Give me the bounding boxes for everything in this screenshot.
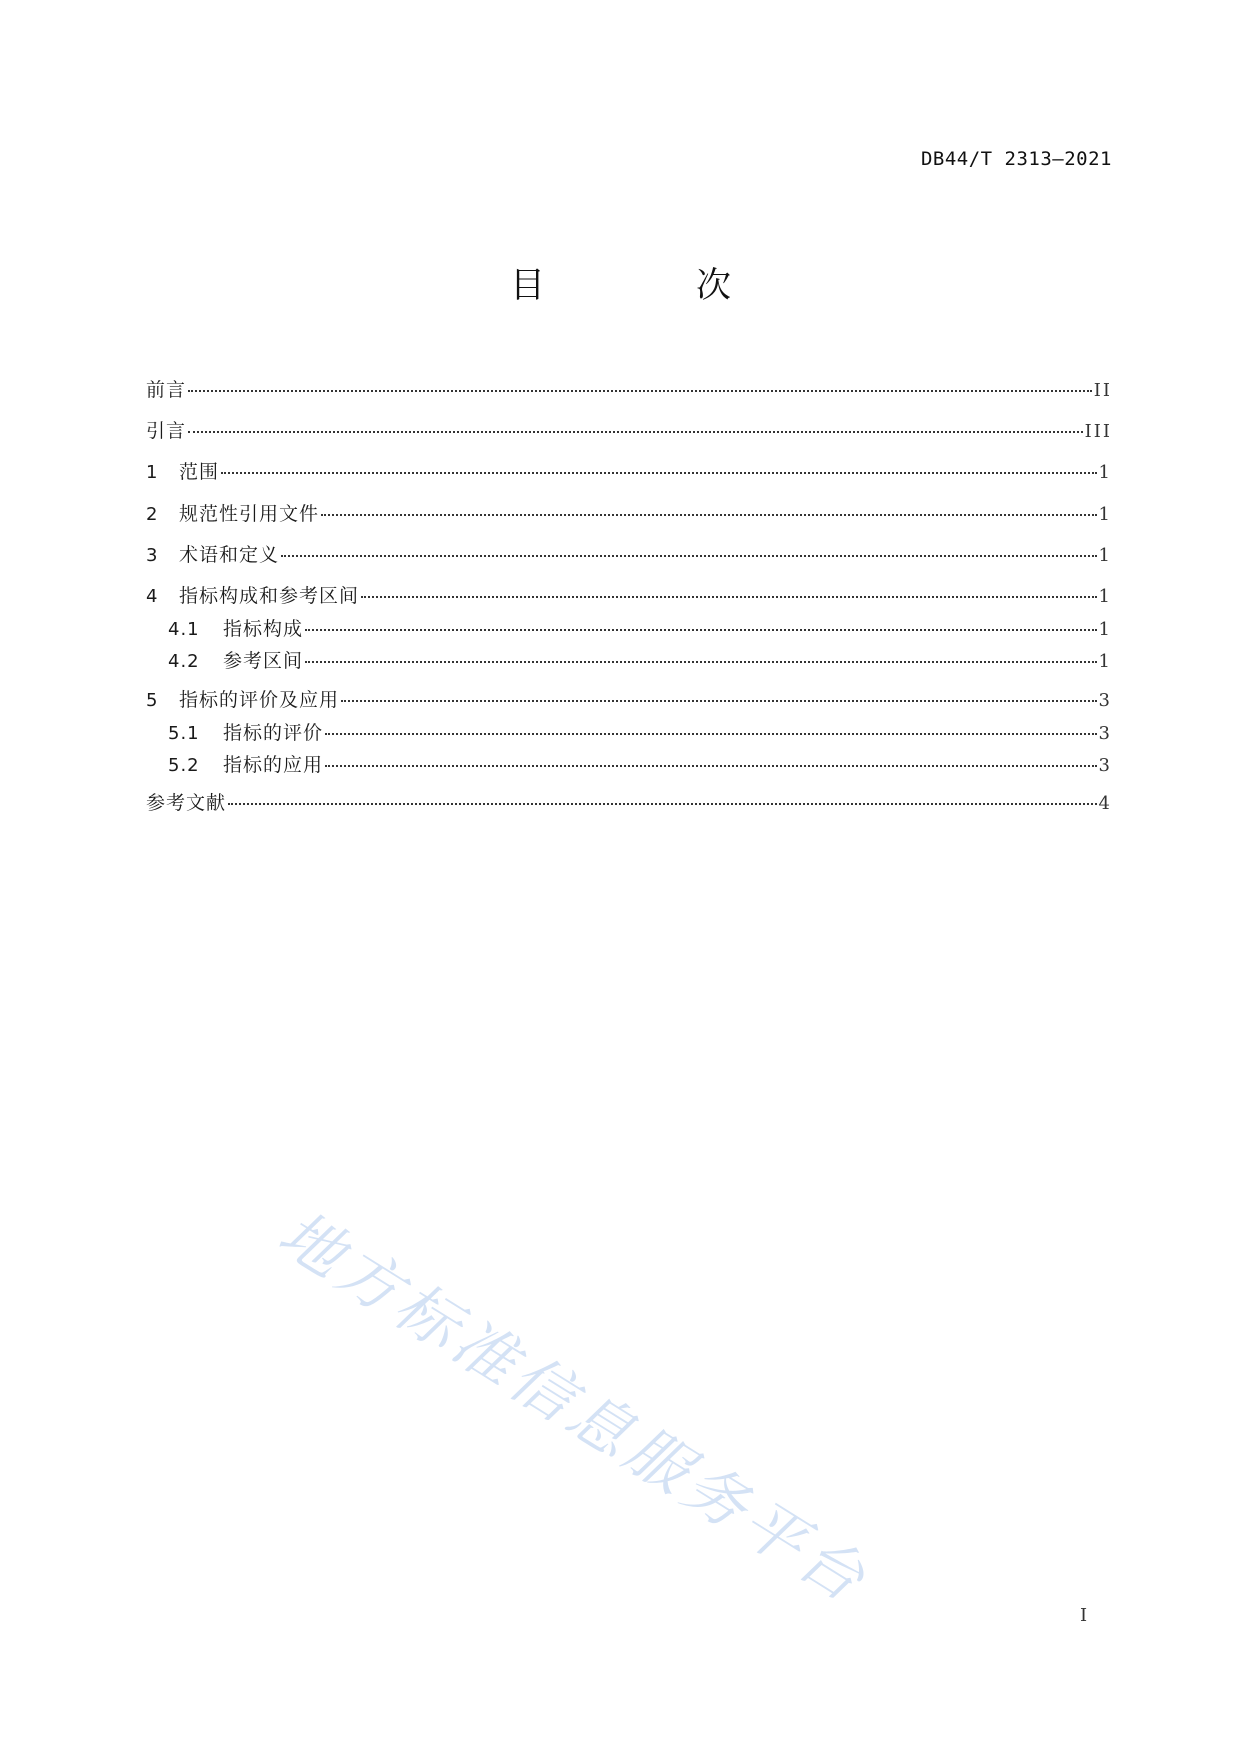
toc-entry-label: 指标的评价及应用	[179, 689, 340, 711]
dot-leader	[221, 472, 1097, 474]
toc-entry-number: 1	[146, 462, 158, 483]
toc-entry-number: 5.2	[168, 755, 200, 776]
toc-entry-label: 规范性引用文件	[179, 503, 320, 525]
dot-leader	[188, 431, 1083, 433]
toc-entry-indicator-composition-reference[interactable]	[146, 581, 1112, 608]
document-code: DB44/T 2313—2021	[920, 148, 1112, 170]
toc-entry-bibliography[interactable]	[146, 788, 1112, 815]
toc-entry-page: III	[1084, 421, 1112, 442]
dot-leader	[281, 555, 1097, 557]
toc-entry-label: 参考区间	[223, 650, 304, 672]
toc-entry-page: II	[1093, 380, 1112, 401]
toc-entry-indicator-composition[interactable]	[146, 614, 1112, 641]
toc-entry-reference-interval[interactable]	[146, 646, 1112, 673]
toc-title: 目 次	[509, 266, 789, 306]
page-number: I	[1080, 1605, 1088, 1626]
toc-entry-scope[interactable]	[146, 457, 1112, 484]
dot-leader	[325, 733, 1097, 735]
toc-entry-page: 3	[1098, 690, 1112, 711]
toc-entry-normative-references[interactable]	[146, 499, 1112, 526]
dot-leader	[188, 390, 1092, 392]
toc-entry-label: 参考文献	[146, 792, 227, 814]
toc-entry-label: 指标的评价	[223, 722, 324, 744]
toc-entry-label: 术语和定义	[179, 544, 280, 566]
toc-entry-foreword[interactable]	[146, 375, 1112, 402]
toc-entry-page: 1	[1098, 586, 1112, 607]
toc-entry-page: 1	[1098, 545, 1112, 566]
toc-entry-number: 4.2	[168, 651, 200, 672]
toc-entry-evaluation-application[interactable]	[146, 685, 1112, 712]
toc-entry-page: 1	[1098, 619, 1112, 640]
toc-entry-evaluation[interactable]	[146, 718, 1112, 745]
dot-leader	[305, 661, 1097, 663]
dot-leader	[228, 803, 1097, 805]
dot-leader	[305, 629, 1097, 631]
dot-leader	[325, 765, 1097, 767]
toc-entry-label: 指标构成	[223, 618, 304, 640]
watermark: 地方标准信息服务平台	[266, 1196, 882, 1619]
toc-entry-number: 4.1	[168, 619, 200, 640]
toc-entry-number: 5.1	[168, 723, 200, 744]
dot-leader	[321, 514, 1097, 516]
toc-entry-number: 4	[146, 586, 158, 607]
toc-entry-label: 范围	[179, 461, 220, 483]
toc-entry-page: 1	[1098, 651, 1112, 672]
toc-entry-label: 前言	[146, 379, 187, 401]
toc-entry-number: 3	[146, 545, 158, 566]
toc-entry-page: 4	[1098, 793, 1112, 814]
toc-entry-introduction[interactable]	[146, 416, 1112, 443]
toc-entry-terms-definitions[interactable]	[146, 540, 1112, 567]
toc-entry-page: 1	[1098, 504, 1112, 525]
dot-leader	[341, 700, 1097, 702]
toc-entry-label: 引言	[146, 420, 187, 442]
toc-entry-application[interactable]	[146, 750, 1112, 777]
toc-entry-label: 指标构成和参考区间	[179, 585, 360, 607]
toc-entry-page: 1	[1098, 462, 1112, 483]
toc-entry-label: 指标的应用	[223, 754, 324, 776]
toc-entry-number: 2	[146, 504, 158, 525]
toc-entry-number: 5	[146, 690, 158, 711]
toc-entry-page: 3	[1098, 723, 1112, 744]
toc-entry-page: 3	[1098, 755, 1112, 776]
dot-leader	[361, 596, 1097, 598]
